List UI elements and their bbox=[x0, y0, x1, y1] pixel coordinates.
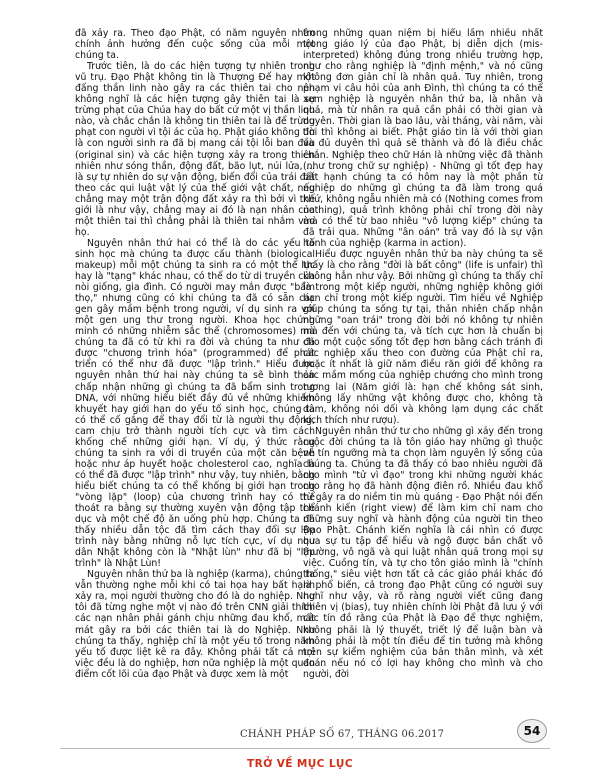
paragraph: Hiểu được nguyên nhân thứ ba này chúng ta sẽ thấy là cho rằng "đời là bất công" (life is unfair) thì không hẳn như vậy. Bởi những gì chúng ta thấy chỉ là trong một kiếp người, những nghiệp không giới hạn chỉ trong một kiếp người. Tìm hiểu về Nghiệp giúp chúng ta sống tự tại, thản nhiên chấp nhận những "oan trái" trong đời bởi nó không tự nhiên mà đến với chúng ta, và tích cực hơn là chuẩn bị cho một cuộc sống tốt đẹp hơn bằng cách tránh đi các nghiệp xấu theo con đường của Phật chỉ ra, hoặc ít nhất là giữ năm điều răn giới để không ra các mầm mống của nghiệp chướng cho mình trong tương lai (Năm giới là: hạn chế không sát sinh, không lấy những vật không được cho, không tà dâm, không nói dối và không lạm dụng các chất kích thích như rượu). bbox=[303, 248, 543, 426]
paragraph: Nguyên nhân thứ ba là nghiệp (karma), chúng ta vẫn thường nghe mỗi khi có tai họa hay bất hạnh xảy ra, mọi người thường cho đó là do nghiệp. Như tôi đã từng nghe một vị nào đó trên CNN giải thích các nạn nhân phải gánh chịu những đau khổ, mất mát gây ra bởi các thiên tai là do Nghiệp. Như chúng ta thấy, nghiệp chỉ là một yếu tố trong năm yếu tố được liệt kê ra đây. Không phải tất cả mọi việc đều là do nghiệp, hơn nữa nghiệp là một quan điểm cốt lõi của đạo Phật và được xem là một bbox=[75, 569, 315, 680]
publication-footer: CHÁNH PHÁP SỐ 67, THÁNG 06.2017 bbox=[240, 729, 445, 740]
paragraph: đã xảy ra. Theo đạo Phật, có năm nguyên nhân chính ảnh hưởng đến cuộc sống của mỗi một chúng ta. bbox=[75, 28, 315, 62]
back-to-contents-link[interactable]: TRỞ VỀ MỤC LỤC bbox=[247, 758, 353, 770]
paragraph: Nguyên nhân thứ tư cho những gì xảy đến trong cuộc đời chúng ta là tôn giáo hay những gì thuộc về tín ngưỡng mà ta chọn làm nguyên lý sống của chúng ta. Chúng ta đã thấy có bao nhiêu người đã cho mình "tử vì đạo" trong khi những người khác cho rằng họ đã hành động điên rồ. Nhiều đau khổ từ gây ra do niềm tin mù quáng - Đạo Phật nói đến chánh kiến (right view) để làm kim chỉ nam cho những suy nghĩ và hành động của người tin theo Đạo Phật. Chánh kiến nghĩa là cái nhìn có được qua sự tu tập để hiểu và ngộ được bản chất vô thường, vô ngã và qui luật nhân quả trong mọi sự việc. Cuồng tín, và tự cho tôn giáo mình là "chính thống," siêu việt hơn tất cả các giáo phái khác đó là phổ biến, cả trong đạo Phật cũng có người suy nghĩ như vậy, và rõ ràng người viết cũng đang thiên vị (bias), tuy nhiên chính lời Phật đã lưu ý với các tín đồ rằng của Phật là Đạo để thực nghiệm, không phải là lý thuyết, triết lý để luận bàn và không phải là một tín điều để tin tưởng mà không trên sự kiểm nghiệm của bản thân mình, và xét đoán nếu nó có lợi hay không cho mình và cho người, đời bbox=[303, 425, 543, 680]
article-left-column bbox=[75, 28, 315, 738]
paragraph: Nguyên nhân thứ hai có thể là do các yếu tố sinh học mà chúng ta được cấu thành (biological makeup) mỗi một chúng ta sinh ra có một thể lực hay là "tạng" khác nhau, có thể do từ di truyền của nòi giống, gia đình. Có người may mắn được "bẩm thọ," nhưng cũng có khi chúng ta đã có sẵn các gen gây mầm bệnh trong người, ví dụ sinh ra với một gen ung thư trong người. Khoa học chứng minh có những nhiễm sắc thể (chromosomes) mà chúng ta đã có từ khi ra đời và chúng ta như đã được "chương trình hóa" (programmed) để phát triển có thể như đã được "lập trình." Hiểu được nguyên nhân thứ hai này chúng ta sẽ bình thản chấp nhận những gì chúng ta đã bẩm sinh trong DNA, với những hiểu biết đầy đủ về những khiếm khuyết hay giới hạn do yếu tố sinh học, chúng ta có thể cố gắng để thay đổi từ là người thụ động, cam chịu trở thành người tích cực và tìm cách khống chế những giới hạn. Ví dụ, ý thức rằng chúng ta sinh ra với di truyền của một căn bệnh hoặc như áp huyết hoặc cholesterol cao, nghĩa là có thể đã được "lập trình" như vậy, tuy nhiên, bằng hiểu biết chúng ta có thể khống bị giới hạn trong "vòng lặp" (loop) của chương trình hay có thể thoát ra bằng sự thường xuyên vận động tập thể dục và một chế độ ăn uống phù hợp. Chúng ta đã thấy nhiều dẫn tộc đã tìm cách thay đổi sự lập trình này bằng những nỗ lực tích cực, ví dụ như dân Nhật không còn là "Nhật lùn" như đã bị "lập trình" là Nhật Lùn! bbox=[75, 237, 315, 570]
paragraph: trong những quan niệm bị hiểu lầm nhiều nhất trong giáo lý của đạo Phật, bị diễn dịch (mis-interpreted) không đúng trong nhiều trường hợp, như cho rằng nghiệp là "định mệnh," và nó cũng không đơn giản chỉ là nhân quả. Tuy nhiên, trong phạm vi câu hỏi của anh Đình, thì chúng ta có thể xem nghiệp là nguyên nhân thứ ba, là nhân và quả, mà từ nhân ra quả cần phải có thời gian và duyên. Thời gian là bao lâu, vài tháng, vài năm, vài đời thì không ai biết. Phật giáo tin là với thời gian và đủ duyên thì quả sẽ thành và đó là điều chắc chắn. Nghiệp theo chữ Hán là những việc đã thành (như trong chữ sự nghiệp) - Những gì tốt đẹp hay bất hạnh chúng ta có hôm nay là một phần từ nghiệp do những gì chúng ta đã làm trong quá khứ, không ngẫu nhiên mà có (Nothing comes from nothing), quả trình không phải chỉ trong đời này mà có thể từ bao nhiêu "vô lượng kiếp" chúng ta đã trải qua. Những "ân oán" trả vay đó là sự vận hành của nghiệp (karma in action). bbox=[303, 28, 543, 249]
footer-divider bbox=[60, 748, 550, 749]
page-number-badge: 54 bbox=[517, 719, 547, 743]
article-right-column bbox=[303, 28, 543, 728]
paragraph: Trước tiên, là do các hiện tượng tự nhiên trong vũ trụ. Đạo Phật không tin là Thượng Đế hay một đấng thần linh nào gây ra các thiên tai cho nên không nghĩ là các hiện tượng gây thiên tai là sự trừng phạt của Chúa hay do bất cứ một vị thần linh nào, và chắc chắn là không tin thiên tai là để trừng phạt con người vì tội ác của họ. Phật giáo không tin là con người sinh ra đã bị mang cái tội lỗi ban đầu (original sin) và các hiện tượng xảy ra trong thiên nhiên như sóng thần, động đất, bão lụt, núi lửa, ... là sự tự nhiên do sự vận động, biến đổi của trái đất theo các qui luật vật lý của thế giới vật chất, nếu chẳng may một trận động đất xảy ra thì bởi vì thế giới là như vậy, chẳng may ai đó là nạn nhân của một thiên tai thì chẳng phải là thiên tai nhắm vào họ. bbox=[75, 61, 315, 238]
